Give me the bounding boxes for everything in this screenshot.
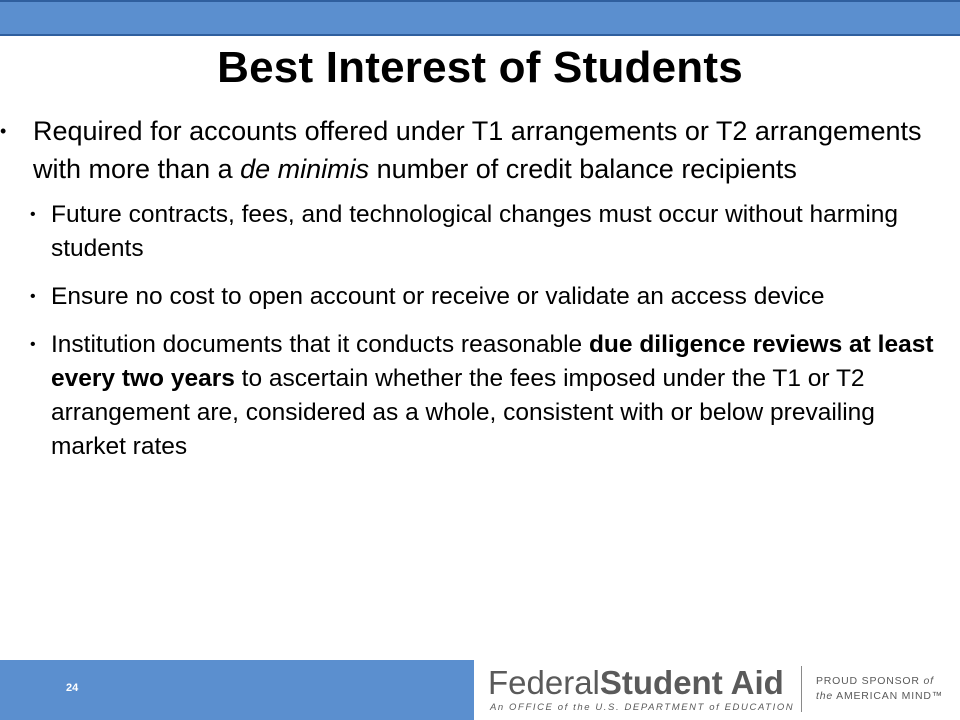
logo-word-federal: Federal [488, 664, 600, 701]
logo-divider [801, 666, 802, 712]
bullet-text-bold: due diligence reviews at least every two years [51, 331, 934, 392]
bullet-dot: • [30, 206, 36, 223]
slide-content [0, 112, 935, 478]
top-banner-bar [0, 0, 960, 36]
bullet-dot: • [0, 121, 7, 141]
footer [0, 660, 960, 720]
bullet-text: Future contracts, fees, and technological changes must occur without harming students [51, 201, 899, 262]
slide-title: Best Interest of Students [217, 43, 743, 92]
bullet-dot: • [30, 288, 36, 305]
logo-word-student-aid: Student Aid [599, 664, 784, 701]
bullet-text-part: number of credit balance recipients [369, 154, 797, 184]
sponsor-line1 [816, 674, 943, 689]
bullet-text-italic: de minimis [240, 154, 370, 184]
logo-subtitle: An OFFICE of the U.S. DEPARTMENT of EDUCATION [490, 702, 795, 713]
bullet-text-part: Institution documents that it conducts reasonable [51, 331, 589, 358]
sponsor-text-italic: of [923, 675, 934, 687]
bullet-dot: • [30, 336, 36, 353]
sponsor-tagline [816, 674, 943, 704]
bullet-level1 [0, 112, 935, 188]
bullet-level2 [30, 328, 935, 464]
bullet-text [33, 112, 935, 188]
logo-wordmark [488, 664, 784, 702]
sponsor-line2 [816, 689, 943, 704]
footer-blue-bar [0, 660, 474, 720]
bullet-text [51, 328, 935, 464]
bullet-level2 [30, 280, 935, 314]
bullet-level2 [30, 198, 935, 266]
sponsor-text: PROUD SPONSOR [816, 675, 924, 687]
page-number: 24 [66, 682, 79, 694]
sponsor-text: AMERICAN MIND™ [833, 690, 944, 702]
bullet-text-part: Required for accounts offered under T1 arrangements or T2 arrangements with more than a [33, 116, 922, 184]
federal-student-aid-logo [488, 664, 948, 716]
sponsor-text-italic: the [816, 690, 833, 702]
bullet-text: Ensure no cost to open account or receive or validate an access device [51, 283, 825, 310]
bullet-text-part: to ascertain whether the fees imposed under the T1 or T2 arrangement are, considered as a whole, consistent with or below prevailing market rates [51, 365, 875, 460]
